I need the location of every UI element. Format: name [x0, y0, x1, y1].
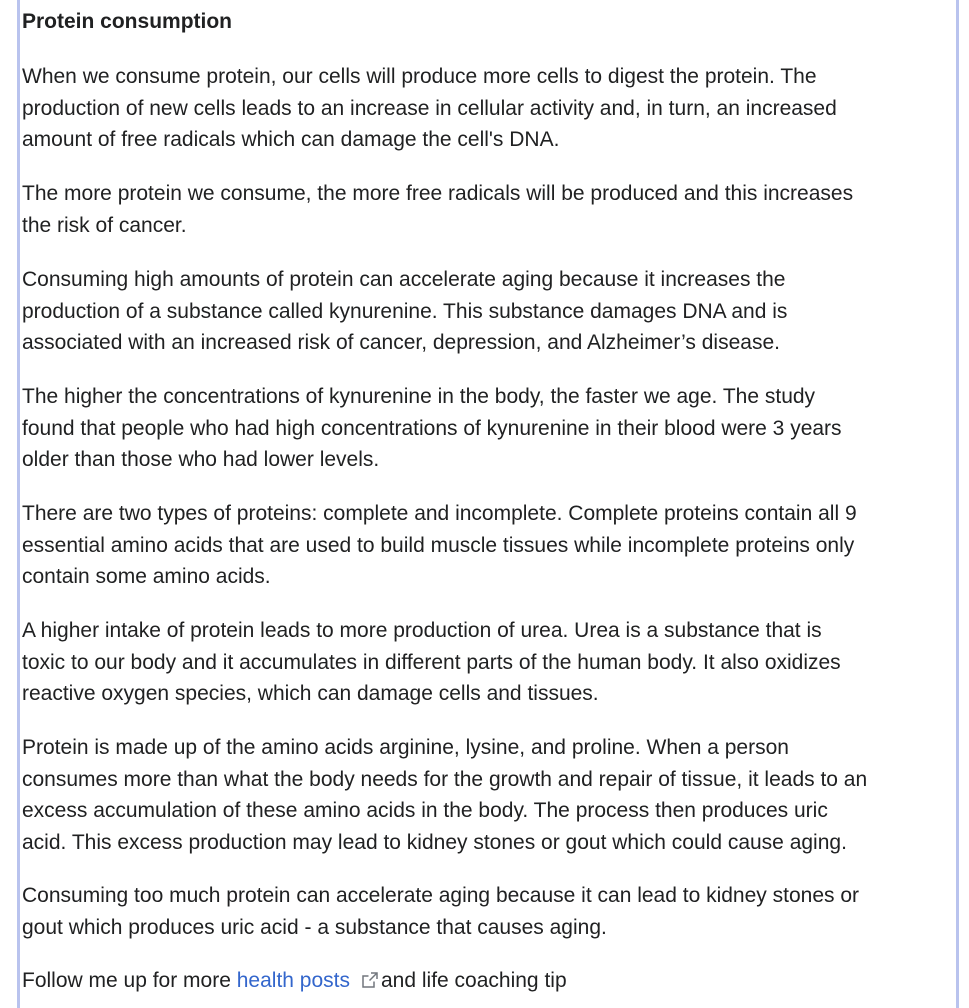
paragraph — [22, 264, 958, 359]
paragraph-line: acid. This excess production may lead to kidney stones or gout which could cause aging. — [22, 830, 847, 854]
health-posts-link[interactable]: health posts — [236, 969, 350, 992]
paragraph-line: The higher the concentrations of kynurenine in the body, the faster we age. The study — [22, 385, 816, 408]
paragraph-line: Consuming too much protein can accelerate aging because it can lead to kidney stones or — [22, 884, 860, 907]
paragraph-line: amount of free radicals which can damage the cell's DNA. — [22, 128, 560, 151]
paragraph-line: reactive oxygen species, which can damage cells and tissues. — [22, 682, 599, 705]
paragraph-line: excess accumulation of these amino acids in the body. The process then produces uric — [22, 799, 828, 822]
paragraph-line: contain some amino acids. — [22, 565, 271, 588]
footer-prefix: Follow me up for more — [22, 969, 237, 992]
paragraph — [22, 880, 958, 943]
footer-text — [22, 965, 958, 997]
paragraph-line: production of new cells leads to an increase in cellular activity and, in turn, an increased — [22, 96, 837, 120]
paragraph-line: toxic to our body and it accumulates in different parts of the human body. It also oxidizes — [22, 650, 841, 674]
paragraph-line: gout which produces uric acid - a substance that causes aging. — [22, 915, 607, 939]
paragraph-line: associated with an increased risk of cancer, depression, and Alzheimer’s disease. — [22, 331, 780, 354]
paragraph-line: There are two types of proteins: complete and incomplete. Complete proteins contain all 9 — [22, 502, 857, 525]
paragraph — [22, 732, 958, 858]
paragraph-line: essential amino acids that are used to build muscle tissues while incomplete proteins only — [22, 533, 855, 557]
section-heading: Protein consumption — [22, 10, 232, 33]
paragraph — [22, 615, 958, 710]
footer-suffix: and life coaching tip — [381, 969, 567, 992]
paragraph-line: production of a substance called kynurenine. This substance damages DNA and is — [22, 299, 788, 323]
paragraph — [22, 61, 958, 156]
paragraph — [22, 178, 958, 241]
paragraph — [22, 381, 958, 476]
paragraph-line: Consuming high amounts of protein can accelerate aging because it increases the — [22, 268, 786, 291]
paragraph-line: found that people who had high concentrations of kynurenine in their blood were 3 years — [22, 416, 842, 440]
paragraph-line: Protein is made up of the amino acids arginine, lysine, and proline. When a person — [22, 736, 789, 759]
paragraph-line: The more protein we consume, the more free radicals will be produced and this increases — [22, 182, 854, 205]
external-link-icon[interactable] — [362, 966, 378, 982]
footer-line — [22, 965, 958, 997]
paragraph-line: When we consume protein, our cells will produce more cells to digest the protein. The — [22, 65, 817, 88]
paragraph-line: consumes more than what the body needs for the growth and repair of tissue, it leads to an — [22, 767, 868, 791]
paragraph-line: the risk of cancer. — [22, 213, 187, 237]
paragraph — [22, 498, 958, 593]
paragraph-line: older than those who had lower levels. — [22, 448, 380, 471]
paragraph-line: A higher intake of protein leads to more production of urea. Urea is a substance that is — [22, 619, 822, 642]
